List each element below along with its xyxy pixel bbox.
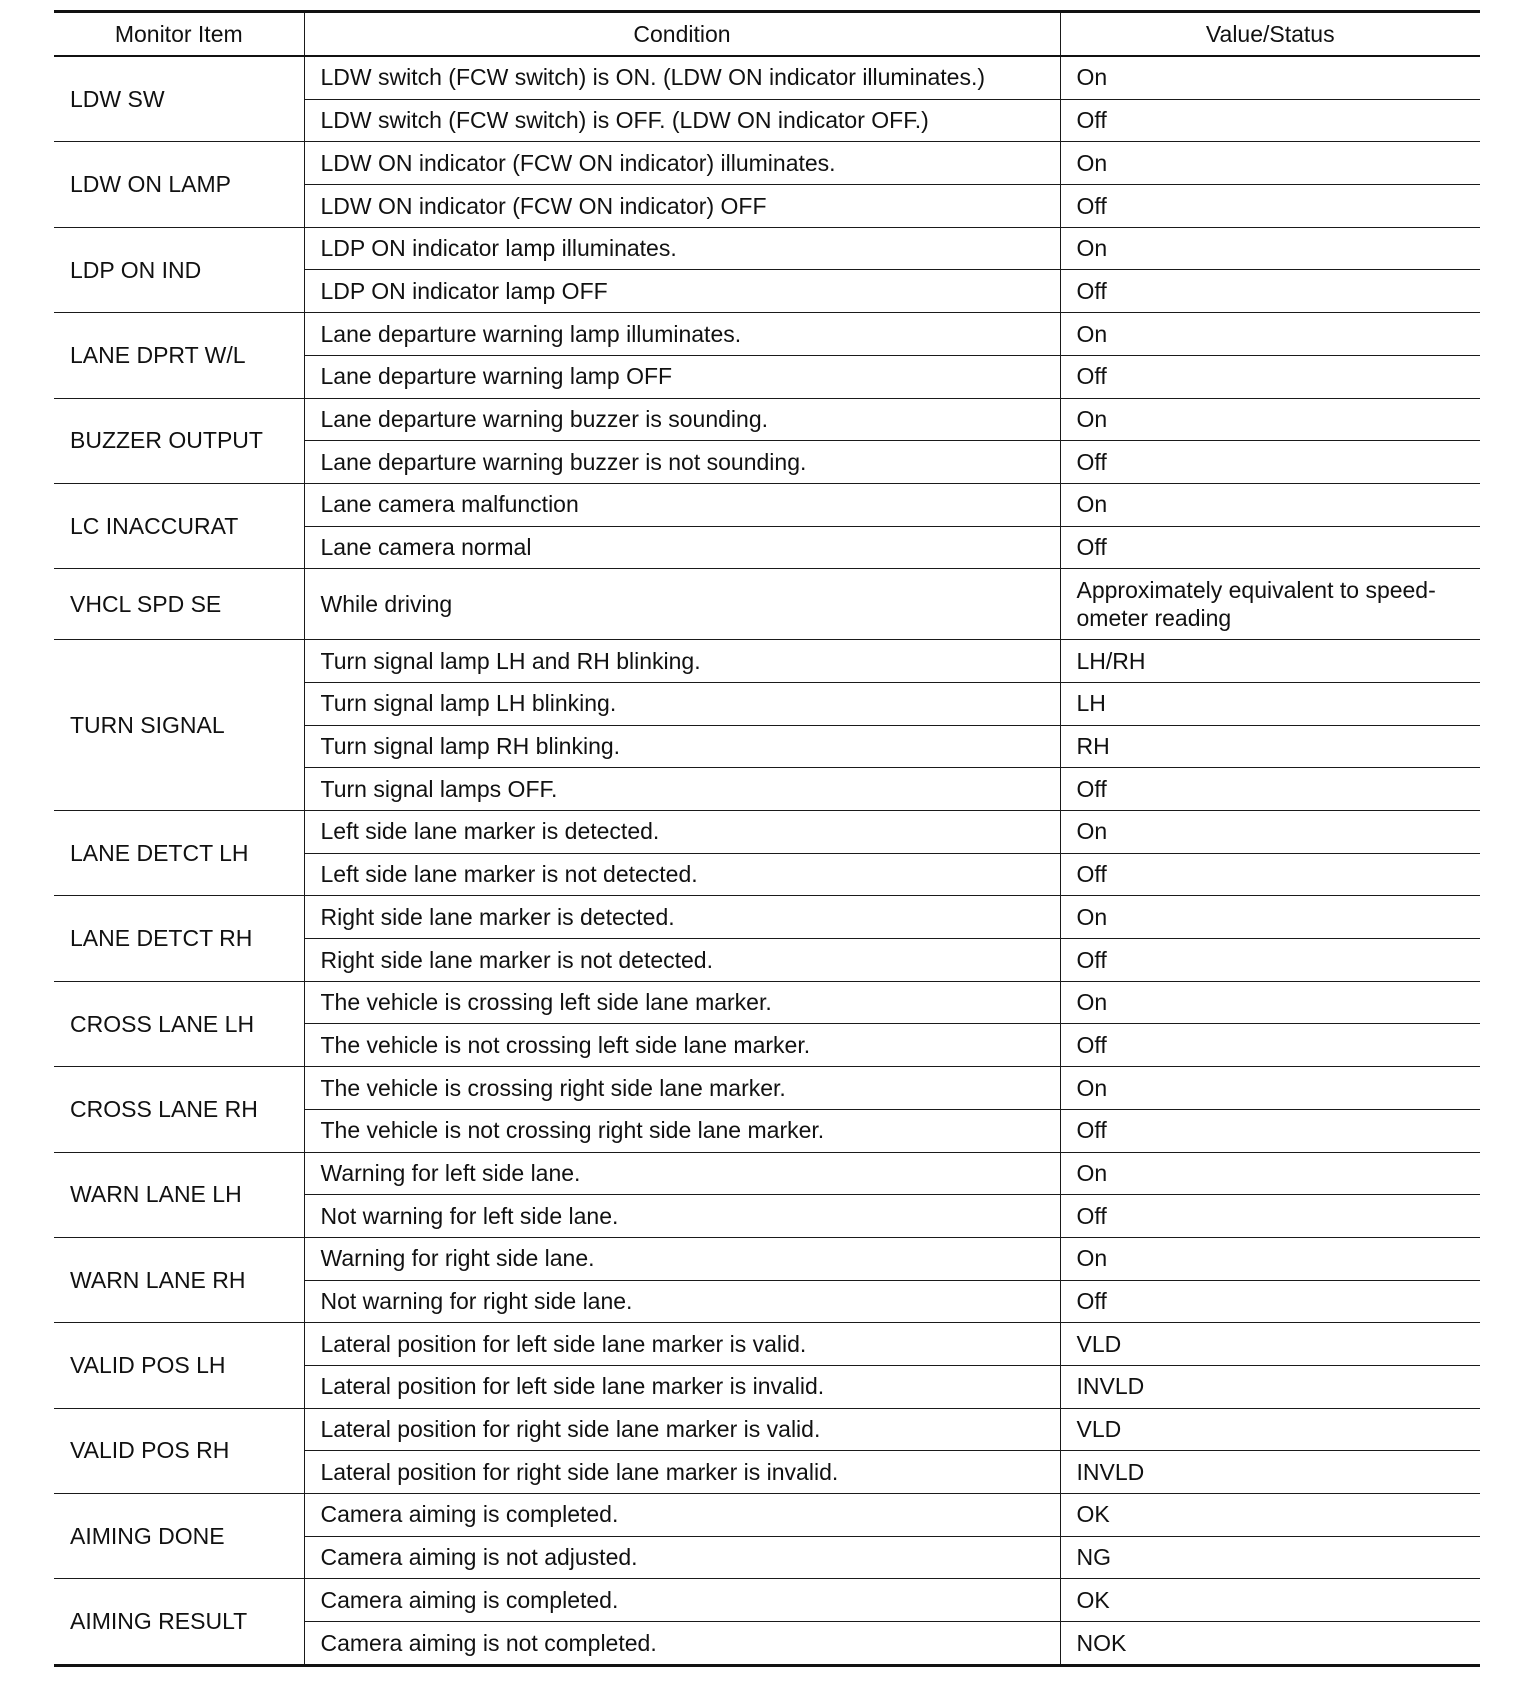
value-status-cell: On <box>1060 56 1480 99</box>
monitor-item-cell: WARN LANE LH <box>54 1152 304 1237</box>
value-status-cell: On <box>1060 1067 1480 1110</box>
column-header-value-status: Value/Status <box>1060 12 1480 57</box>
monitor-item-cell: VALID POS RH <box>54 1408 304 1493</box>
condition-cell: Lane departure warning lamp illuminates. <box>304 313 1060 356</box>
condition-cell: LDW ON indicator (FCW ON indicator) illuminates. <box>304 142 1060 185</box>
monitor-item-cell: LANE DPRT W/L <box>54 313 304 398</box>
condition-cell: LDW ON indicator (FCW ON indicator) OFF <box>304 185 1060 228</box>
value-status-cell: Off <box>1060 1109 1480 1152</box>
value-status-cell: Off <box>1060 939 1480 982</box>
condition-cell: Lane departure warning buzzer is not sounding. <box>304 441 1060 484</box>
table-header-row <box>54 12 1480 57</box>
monitor-item-cell: VHCL SPD SE <box>54 569 304 640</box>
value-status-cell: On <box>1060 398 1480 441</box>
condition-cell: LDW switch (FCW switch) is ON. (LDW ON indicator illuminates.) <box>304 56 1060 99</box>
condition-cell: Turn signal lamps OFF. <box>304 768 1060 811</box>
table-row <box>54 640 1480 683</box>
value-status-cell: On <box>1060 227 1480 270</box>
condition-cell: The vehicle is crossing left side lane marker. <box>304 981 1060 1024</box>
value-status-cell: On <box>1060 1152 1480 1195</box>
table-row <box>54 811 1480 854</box>
value-status-cell: NOK <box>1060 1622 1480 1666</box>
monitor-item-cell: TURN SIGNAL <box>54 640 304 811</box>
value-status-cell: Approximately equivalent to speed-ometer reading <box>1060 569 1480 640</box>
condition-cell: Lane departure warning lamp OFF <box>304 355 1060 398</box>
monitor-item-cell: LC INACCURAT <box>54 483 304 568</box>
value-status-cell: LH <box>1060 682 1480 725</box>
table-row <box>54 1408 1480 1451</box>
condition-cell: Turn signal lamp LH and RH blinking. <box>304 640 1060 683</box>
condition-cell: Camera aiming is not completed. <box>304 1622 1060 1666</box>
condition-cell: The vehicle is crossing right side lane marker. <box>304 1067 1060 1110</box>
condition-cell: While driving <box>304 569 1060 640</box>
value-status-cell: On <box>1060 896 1480 939</box>
condition-cell: Not warning for left side lane. <box>304 1195 1060 1238</box>
monitor-item-cell: LANE DETCT LH <box>54 811 304 896</box>
condition-cell: Warning for left side lane. <box>304 1152 1060 1195</box>
table-row <box>54 1494 1480 1537</box>
table-row <box>54 1237 1480 1280</box>
condition-cell: Lateral position for left side lane marker is valid. <box>304 1323 1060 1366</box>
condition-cell: Left side lane marker is detected. <box>304 811 1060 854</box>
value-status-cell: Off <box>1060 1024 1480 1067</box>
monitor-item-cell: LDP ON IND <box>54 227 304 312</box>
condition-cell: Turn signal lamp RH blinking. <box>304 725 1060 768</box>
condition-cell: Not warning for right side lane. <box>304 1280 1060 1323</box>
value-status-cell: Off <box>1060 185 1480 228</box>
value-status-cell: VLD <box>1060 1323 1480 1366</box>
monitor-item-cell: AIMING RESULT <box>54 1579 304 1665</box>
condition-cell: The vehicle is not crossing left side lane marker. <box>304 1024 1060 1067</box>
condition-cell: Lateral position for right side lane marker is valid. <box>304 1408 1060 1451</box>
value-status-cell: Off <box>1060 270 1480 313</box>
value-status-cell: OK <box>1060 1494 1480 1537</box>
condition-cell: Lane camera normal <box>304 526 1060 569</box>
value-status-cell: On <box>1060 981 1480 1024</box>
table-row <box>54 896 1480 939</box>
value-status-cell: On <box>1060 483 1480 526</box>
condition-cell: LDW switch (FCW switch) is OFF. (LDW ON indicator OFF.) <box>304 99 1060 142</box>
value-status-cell: NG <box>1060 1536 1480 1579</box>
condition-cell: Lane departure warning buzzer is sounding. <box>304 398 1060 441</box>
table-row <box>54 1579 1480 1622</box>
column-header-monitor-item: Monitor Item <box>54 12 304 57</box>
monitor-item-table <box>54 10 1480 1667</box>
condition-cell: Warning for right side lane. <box>304 1237 1060 1280</box>
table-row <box>54 398 1480 441</box>
table-row <box>54 56 1480 99</box>
condition-cell: LDP ON indicator lamp illuminates. <box>304 227 1060 270</box>
monitor-item-cell: LANE DETCT RH <box>54 896 304 981</box>
condition-cell: The vehicle is not crossing right side lane marker. <box>304 1109 1060 1152</box>
monitor-item-cell: CROSS LANE LH <box>54 981 304 1066</box>
monitor-item-cell: VALID POS LH <box>54 1323 304 1408</box>
condition-cell: Lateral position for right side lane marker is invalid. <box>304 1451 1060 1494</box>
value-status-cell: On <box>1060 1237 1480 1280</box>
value-status-cell: On <box>1060 313 1480 356</box>
monitor-item-cell: AIMING DONE <box>54 1494 304 1579</box>
condition-cell: Camera aiming is completed. <box>304 1579 1060 1622</box>
value-status-cell: Off <box>1060 441 1480 484</box>
table-row <box>54 1323 1480 1366</box>
table-row <box>54 313 1480 356</box>
value-status-cell: Off <box>1060 853 1480 896</box>
value-status-cell: Off <box>1060 355 1480 398</box>
value-status-cell: INVLD <box>1060 1365 1480 1408</box>
condition-cell: Left side lane marker is not detected. <box>304 853 1060 896</box>
condition-cell: Right side lane marker is not detected. <box>304 939 1060 982</box>
condition-cell: Right side lane marker is detected. <box>304 896 1060 939</box>
monitor-item-cell: WARN LANE RH <box>54 1237 304 1322</box>
condition-cell: Lane camera malfunction <box>304 483 1060 526</box>
monitor-item-cell: CROSS LANE RH <box>54 1067 304 1152</box>
value-status-cell: RH <box>1060 725 1480 768</box>
condition-cell: Camera aiming is not adjusted. <box>304 1536 1060 1579</box>
condition-cell: Turn signal lamp LH blinking. <box>304 682 1060 725</box>
table-row <box>54 1067 1480 1110</box>
condition-cell: Camera aiming is completed. <box>304 1494 1060 1537</box>
value-status-cell: Off <box>1060 99 1480 142</box>
value-status-cell: Off <box>1060 526 1480 569</box>
table-row <box>54 1152 1480 1195</box>
value-status-cell: VLD <box>1060 1408 1480 1451</box>
column-header-condition: Condition <box>304 12 1060 57</box>
table-row <box>54 981 1480 1024</box>
value-status-cell: LH/RH <box>1060 640 1480 683</box>
value-status-cell: On <box>1060 811 1480 854</box>
value-status-cell: INVLD <box>1060 1451 1480 1494</box>
table-body <box>54 56 1480 1665</box>
value-status-cell: OK <box>1060 1579 1480 1622</box>
value-status-cell: Off <box>1060 1195 1480 1238</box>
table-row <box>54 483 1480 526</box>
condition-cell: Lateral position for left side lane marker is invalid. <box>304 1365 1060 1408</box>
table-row <box>54 569 1480 640</box>
monitor-item-cell: LDW ON LAMP <box>54 142 304 227</box>
value-status-cell: Off <box>1060 1280 1480 1323</box>
value-status-cell: On <box>1060 142 1480 185</box>
monitor-item-cell: BUZZER OUTPUT <box>54 398 304 483</box>
monitor-item-cell: LDW SW <box>54 56 304 142</box>
value-status-cell: Off <box>1060 768 1480 811</box>
table-row <box>54 227 1480 270</box>
condition-cell: LDP ON indicator lamp OFF <box>304 270 1060 313</box>
table-row <box>54 142 1480 185</box>
